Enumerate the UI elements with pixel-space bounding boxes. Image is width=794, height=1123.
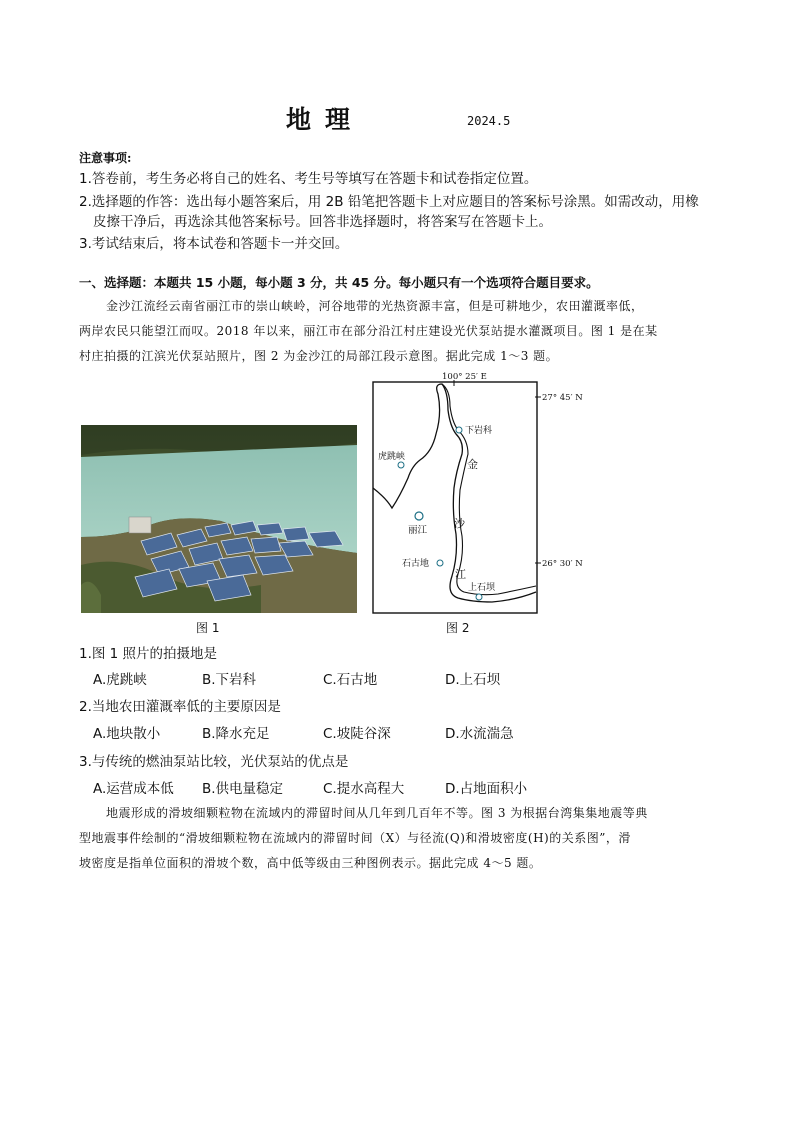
latitude-bottom-label: 26° 30′ N [542, 559, 583, 569]
intro2-line2: 型地震事件绘制的“滑坡细颗粒物在流域内的滞留时间（X）与径流(Q)和滑坡密度(H)的关系图”，滑 [79, 831, 631, 845]
question-3-option-c: C.提水高程大 [323, 781, 405, 797]
shangshiba-marker [476, 594, 482, 600]
xiayanke-marker [456, 427, 462, 433]
question-3-option-b: B.供电量稳定 [202, 781, 284, 797]
notice-heading: 注意事项: [79, 151, 132, 165]
section-heading: 一、选择题：本题共 15 小题，每小题 3 分，共 45 分。每小题只有一个选项符合题目要求。 [79, 275, 599, 290]
fig2-caption: 图 2 [446, 621, 470, 635]
river-char-sha: 沙 [454, 517, 465, 530]
lijiang-label: 丽江 [408, 525, 428, 536]
lijiang-marker [415, 512, 423, 520]
question-1-stem: 1.图 1 照片的拍摄地是 [79, 646, 218, 662]
solar-pump-station-photo [81, 425, 357, 613]
question-2-option-c: C.坡陡谷深 [323, 726, 391, 742]
question-3-stem: 3.与传统的燃油泵站比较，光伏泵站的优点是 [79, 754, 349, 770]
question-1-option-a: A.虎跳峡 [93, 672, 147, 688]
notice-item-1: 1.答卷前，考生务必将自己的姓名、考生号等填写在答题卡和试卷指定位置。 [79, 171, 538, 187]
jinsha-river-map [372, 370, 612, 615]
shigudi-marker [437, 560, 443, 566]
question-3-option-a: A.运营成本低 [93, 781, 174, 797]
question-2-option-b: B.降水充足 [202, 726, 270, 742]
intro1-line1: 金沙江流经云南省丽江市的崇山峡岭，河谷地带的光热资源丰富，但是可耕地少，农田灌溉率低， [106, 299, 644, 313]
notice-item-3: 3.考试结束后，将本试卷和答题卡一并交回。 [79, 236, 349, 252]
intro1-line2: 两岸农民只能望江而叹。2018 年以来，丽江市在部分沿江村庄建设光伏泵站提水灌溉项目。图 1 是在某 [79, 324, 658, 338]
xiayanke-label: 下岩科 [465, 426, 493, 436]
page-title: 地理 [286, 105, 365, 134]
intro1-line3: 村庄拍摄的江滨光伏泵站照片，图 2 为金沙江的局部江段示意图。据此完成 1～3 题。 [79, 349, 559, 363]
question-1-option-d: D.上石坝 [445, 672, 501, 688]
notice-item-2a: 2.选择题的作答：选出每小题答案后，用 2B 铅笔把答题卡上对应题目的答案标号涂黑。如需改动，用橡 [79, 194, 699, 210]
question-3-option-d: D.占地面积小 [445, 781, 528, 797]
question-1-option-b: B.下岩科 [202, 672, 257, 688]
latitude-top-label: 27° 45′ N [542, 393, 583, 403]
shangshiba-label: 上石坝 [468, 583, 496, 593]
exam-date: 2024.5 [467, 114, 511, 128]
longitude-label: 100° 25′ E [442, 372, 487, 382]
intro2-line3: 坡密度是指单位面积的滑坡个数，高中低等级由三种图例表示。据此完成 4～5 题。 [79, 856, 542, 870]
notice-item-2b: 皮擦干净后，再选涂其他答案标号。回答非选择题时，将答案写在答题卡上。 [93, 214, 552, 230]
hutiaoxia-marker [398, 462, 404, 468]
question-2-stem: 2.当地农田灌溉率低的主要原因是 [79, 699, 281, 715]
question-1-option-c: C.石古地 [323, 672, 378, 688]
shigudi-label: 石古地 [402, 559, 430, 569]
hutiaoxia-label: 虎跳峡 [378, 452, 406, 462]
fig1-caption: 图 1 [196, 621, 220, 635]
river-char-jiang: 江 [455, 568, 466, 581]
question-2-option-a: A.地块散小 [93, 726, 161, 742]
river-char-jin: 金 [467, 458, 478, 471]
question-2-option-d: D.水流湍急 [445, 726, 514, 742]
intro2-line1: 地震形成的滑坡细颗粒物在流域内的滞留时间从几年到几百年不等。图 3 为根据台湾集集地震等典 [106, 806, 648, 820]
